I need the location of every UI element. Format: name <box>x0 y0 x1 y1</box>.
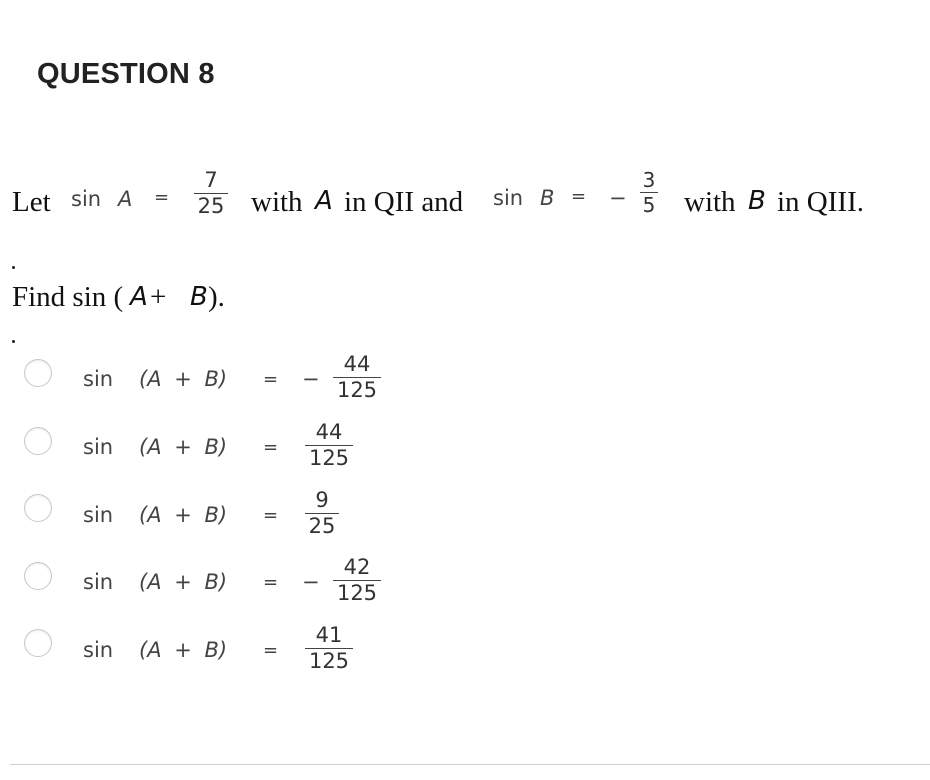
sin-a-numerator: 7 <box>204 168 218 192</box>
option-denominator: 125 <box>336 581 378 605</box>
radio-button[interactable] <box>24 427 52 455</box>
equals-sign: = <box>154 187 170 208</box>
sin-a-label: sin <box>71 187 102 211</box>
option-expr: (A + B) <box>139 570 228 594</box>
option-fraction <box>333 354 381 401</box>
equals-sign: = <box>571 186 587 207</box>
option-equals: = <box>263 640 279 661</box>
sin-a-denominator: 25 <box>197 194 225 218</box>
option-denominator: 25 <box>308 514 336 538</box>
sin-b-label: sin <box>493 186 524 210</box>
find-var-a: A <box>130 282 148 312</box>
option-fraction <box>305 625 353 672</box>
option-sign: − <box>302 367 320 391</box>
option-expr: (A + B) <box>139 503 228 527</box>
option-denominator: 125 <box>308 446 350 470</box>
option-sin: sin <box>83 435 114 459</box>
var-a: A <box>118 187 133 211</box>
prompt-in-q2: in QII and <box>344 186 464 218</box>
option-expr: (A + B) <box>139 435 228 459</box>
var-a-prompt: A <box>315 186 333 216</box>
sin-a-fraction <box>194 170 228 217</box>
option-numerator: 9 <box>315 488 329 512</box>
find-var-b: B <box>190 282 208 312</box>
minus-sign: − <box>609 186 627 210</box>
sin-b-fraction <box>640 170 658 215</box>
option-equals: = <box>263 369 279 390</box>
sin-b-denominator: 5 <box>642 193 656 217</box>
option-numerator: 44 <box>315 420 343 444</box>
prompt-in-q3: in QIII. <box>777 186 864 218</box>
option-numerator: 42 <box>343 555 371 579</box>
option-equals: = <box>263 572 279 593</box>
option-sign: − <box>302 570 320 594</box>
question-title: QUESTION 8 <box>37 58 215 90</box>
option-equals: = <box>263 437 279 458</box>
option-fraction <box>333 557 381 604</box>
radio-button[interactable] <box>24 359 52 387</box>
sin-b-numerator: 3 <box>642 168 656 192</box>
option-fraction <box>305 490 339 537</box>
option-sin: sin <box>83 638 114 662</box>
bullet-dot <box>12 266 15 269</box>
option-sin: sin <box>83 367 114 391</box>
option-numerator: 44 <box>343 352 371 376</box>
find-close: ). <box>208 281 225 313</box>
prompt-with-b: with <box>684 186 736 218</box>
option-sin: sin <box>83 503 114 527</box>
option-numerator: 41 <box>315 623 343 647</box>
divider <box>10 764 930 765</box>
prompt-let: Let <box>12 186 51 218</box>
option-equals: = <box>263 505 279 526</box>
option-denominator: 125 <box>336 378 378 402</box>
radio-button[interactable] <box>24 562 52 590</box>
radio-button[interactable] <box>24 494 52 522</box>
option-fraction <box>305 422 353 469</box>
find-plus: + <box>150 281 167 313</box>
find-text: Find sin ( <box>12 281 124 313</box>
var-b: B <box>540 186 555 210</box>
radio-button[interactable] <box>24 629 52 657</box>
var-b-prompt: B <box>748 186 766 216</box>
prompt-with-a: with <box>251 186 303 218</box>
option-expr: (A + B) <box>139 367 228 391</box>
option-expr: (A + B) <box>139 638 228 662</box>
bullet-dot <box>12 340 15 343</box>
option-sin: sin <box>83 570 114 594</box>
option-denominator: 125 <box>308 649 350 673</box>
